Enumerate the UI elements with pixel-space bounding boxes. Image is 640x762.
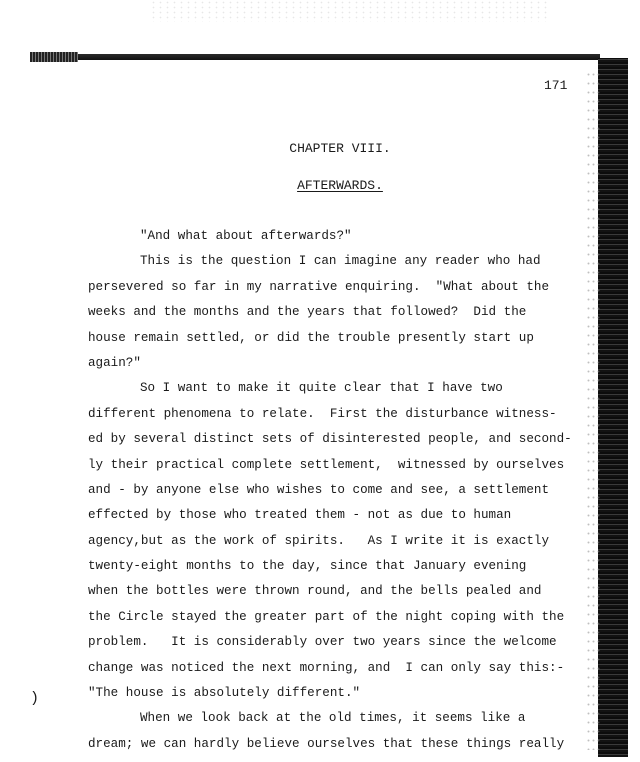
text-line: effected by those who treated them - not as due to human <box>88 508 512 523</box>
text-line: weeks and the months and the years that followed? Did the <box>88 305 527 320</box>
chapter-number-text: CHAPTER VIII. <box>289 141 391 156</box>
text-line: problem. It is considerably over two years since the welcome <box>88 635 557 650</box>
text-line: This is the question I can imagine any reader who had <box>140 254 541 269</box>
text-line: persevered so far in my narrative enquiring. "What about the <box>88 279 550 294</box>
text-line: agency,but as the work of spirits. As I write it is exactly <box>88 533 550 548</box>
text-line: twenty-eight months to the day, since that January evening <box>88 559 527 574</box>
chapter-number <box>0 141 640 156</box>
text-line: house remain settled, or did the trouble presently start up <box>88 330 534 345</box>
text-line: when the bottles were thrown round, and the bells pealed and <box>88 584 542 599</box>
text-line: change was noticed the next morning, and I can only say this:- <box>88 660 565 675</box>
text-line: ly their practical complete settlement, witnessed by ourselves <box>88 457 565 472</box>
text-line: different phenomena to relate. First the disturbance witness- <box>88 406 557 421</box>
text-line: again?" <box>88 355 141 370</box>
text-line: the Circle stayed the greater part of the night coping with the <box>88 609 565 624</box>
text-line: "The house is absolutely different." <box>88 686 361 701</box>
text-line: dream; we can hardly believe ourselves that these things really <box>88 736 565 751</box>
scan-edge-top <box>30 54 600 60</box>
text-line: When we look back at the old times, it seems like a <box>140 711 526 726</box>
stray-mark: ) <box>30 690 40 707</box>
text-line: "And what about afterwards?" <box>140 229 352 243</box>
page-number: 171 <box>544 78 568 93</box>
scan-edge-fray <box>586 70 600 750</box>
scan-edge-right <box>598 58 628 757</box>
scan-edge-grain <box>30 52 78 62</box>
text-line: So I want to make it quite clear that I have two <box>140 381 503 396</box>
text-line: ed by several distinct sets of disinterested people, and second- <box>88 432 572 447</box>
chapter-title-text: AFTERWARDS. <box>297 178 383 193</box>
text-line: and - by anyone else who wishes to come and see, a settlement <box>88 482 550 497</box>
chapter-title <box>0 178 640 193</box>
scan-noise-top <box>150 0 550 22</box>
body-text <box>88 229 578 762</box>
